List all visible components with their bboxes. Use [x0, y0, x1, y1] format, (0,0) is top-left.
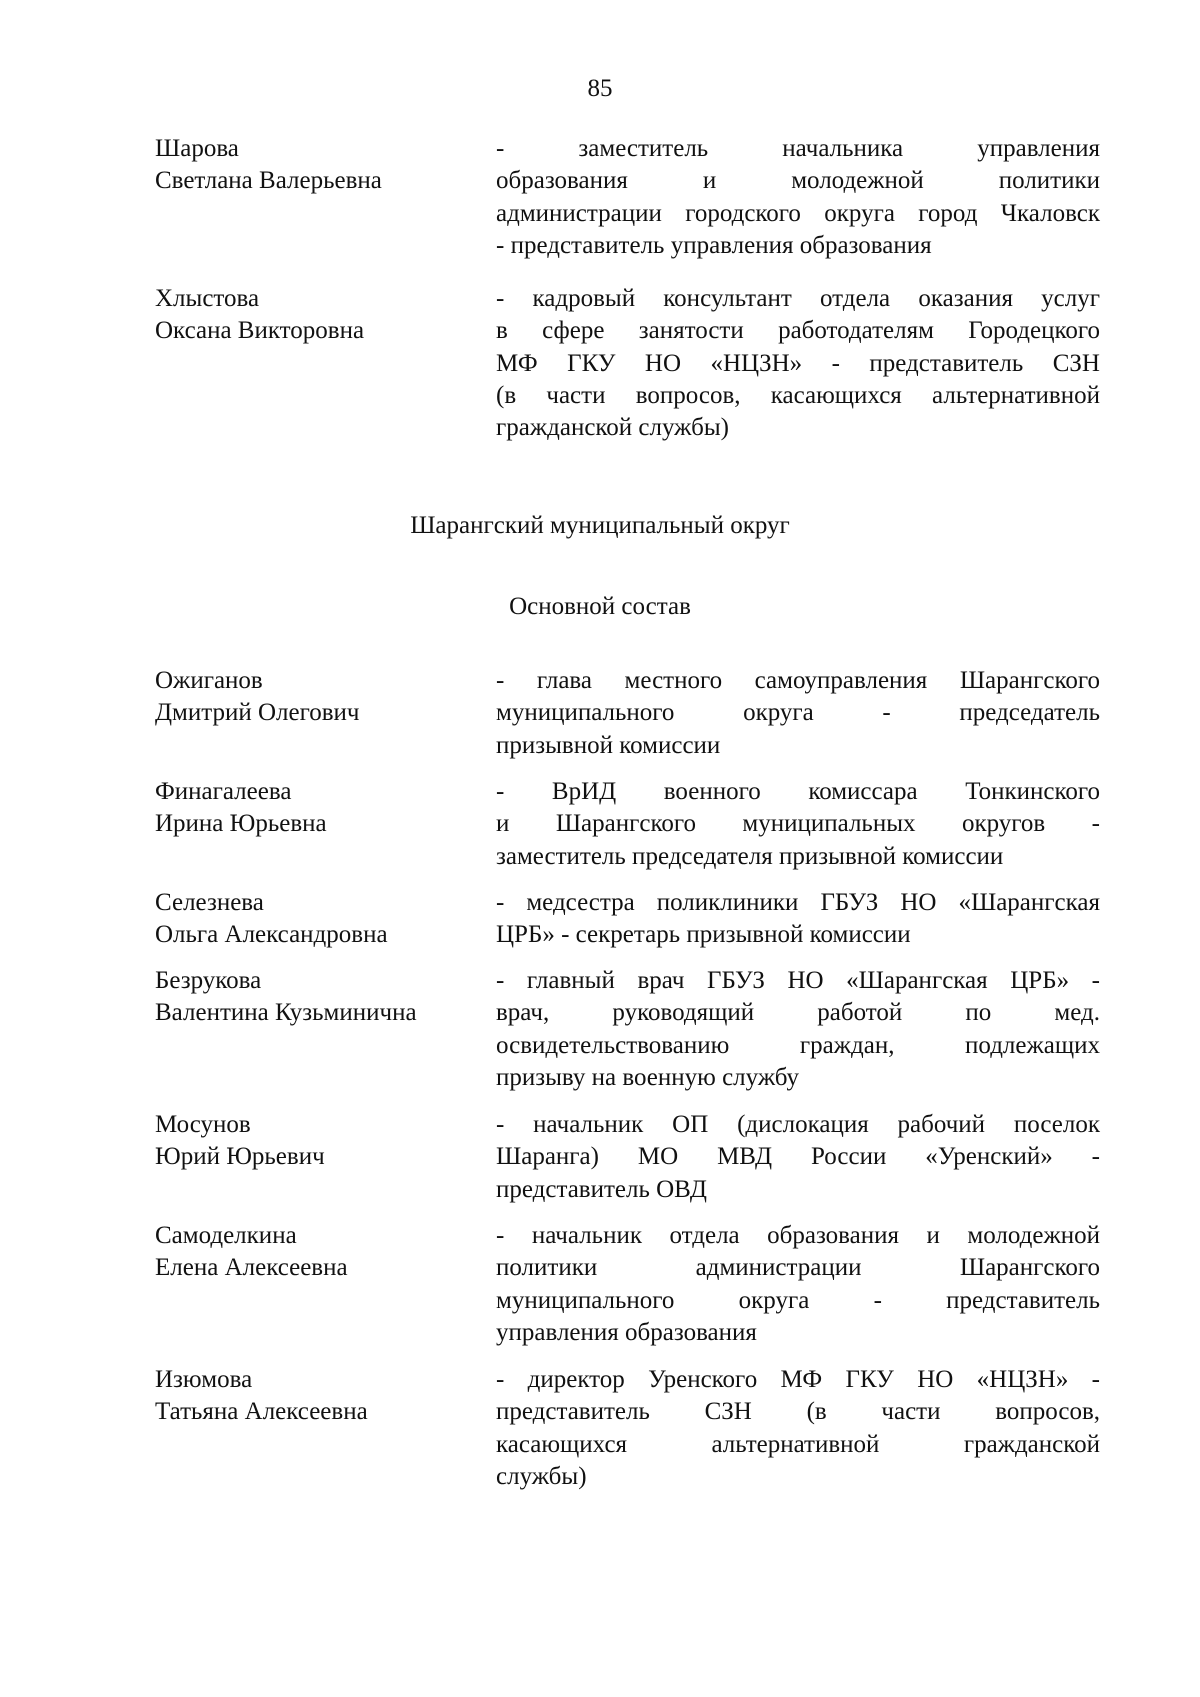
member-given-name: Оксана Викторовна [155, 317, 365, 344]
role-line: в сфере занятости работодателям Городецкого [496, 317, 1100, 345]
member-surname: Изюмова [155, 1366, 253, 1393]
role-line: - представитель управления образования [496, 231, 932, 259]
member-given-name: Ирина Юрьевна [155, 810, 327, 837]
role-line: призывной комиссии [496, 731, 721, 759]
member-surname: Безрукова [155, 967, 262, 994]
member-given-name: Татьяна Алексеевна [155, 1398, 368, 1425]
role-line: образования и молодежной политики [496, 167, 1100, 195]
member-given-name: Светлана Валерьевна [155, 167, 382, 194]
role-line: муниципального округа - представитель [496, 1286, 1100, 1314]
member-surname: Хлыстова [155, 285, 260, 312]
member-surname: Селезнева [155, 889, 264, 916]
member-name [155, 1220, 475, 1284]
role-line: и Шарангского муниципальных округов - [496, 810, 1100, 838]
role-line: МФ ГКУ НО «НЦЗН» - представитель СЗН [496, 349, 1100, 377]
member-name [155, 965, 475, 1029]
member-role [496, 887, 1100, 952]
member-name [155, 1109, 475, 1173]
role-line: - медсестра поликлиники ГБУЗ НО «Шарангская [496, 889, 1100, 916]
role-line: муниципального округа - председатель [496, 699, 1100, 727]
member-role [496, 776, 1100, 873]
role-line: представитель СЗН (в части вопросов, [496, 1398, 1100, 1426]
member-name [155, 665, 475, 729]
member-name [155, 283, 475, 347]
member-role [496, 1364, 1100, 1493]
member-surname: Шарова [155, 135, 239, 162]
section-heading: Основной состав [509, 593, 691, 620]
member-role [496, 133, 1100, 262]
member-given-name: Дмитрий Олегович [155, 699, 360, 726]
page-number: 85 [587, 75, 613, 102]
role-line: - главный врач ГБУЗ НО «Шарангская ЦРБ» - [496, 967, 1100, 994]
role-line: - начальник ОП (дислокация рабочий поселок [496, 1111, 1100, 1138]
member-surname: Ожиганов [155, 667, 263, 694]
member-given-name: Елена Алексеевна [155, 1254, 348, 1281]
member-surname: Самоделкина [155, 1222, 297, 1249]
role-line: службы) [496, 1462, 587, 1490]
role-line: - ВрИД военного комиссара Тонкинского [496, 778, 1100, 805]
role-line: представитель ОВД [496, 1175, 707, 1203]
role-line: врач, руководящий работой по мед. [496, 999, 1100, 1027]
role-line: (в части вопросов, касающихся альтернативной [496, 381, 1100, 409]
role-line: управления образования [496, 1318, 757, 1346]
role-line: - глава местного самоуправления Шарангского [496, 667, 1100, 694]
role-line: Шаранга) МО МВД России «Уренский» - [496, 1143, 1100, 1171]
role-line: администрации городского округа город Чкаловск [496, 199, 1100, 227]
member-surname: Финагалеева [155, 778, 292, 805]
member-name [155, 776, 475, 840]
role-line: призыву на военную службу [496, 1063, 800, 1091]
role-line: заместитель председателя призывной комиссии [496, 842, 1004, 870]
member-role [496, 1109, 1100, 1206]
member-given-name: Юрий Юрьевич [155, 1143, 325, 1170]
member-role [496, 665, 1100, 762]
member-name [155, 887, 475, 951]
member-role [496, 965, 1100, 1094]
member-surname: Мосунов [155, 1111, 251, 1138]
member-given-name: Валентина Кузьминична [155, 999, 417, 1026]
role-line: ЦРБ» - секретарь призывной комиссии [496, 921, 911, 949]
member-name [155, 1364, 475, 1428]
member-role [496, 283, 1100, 444]
role-line: - кадровый консультант отдела оказания услуг [496, 285, 1100, 312]
district-heading: Шарангский муниципальный округ [410, 512, 790, 539]
member-role [496, 1220, 1100, 1349]
role-line: - начальник отдела образования и молодежной [496, 1222, 1100, 1249]
role-line: - директор Уренского МФ ГКУ НО «НЦЗН» - [496, 1366, 1100, 1393]
role-line: освидетельствованию граждан, подлежащих [496, 1031, 1100, 1059]
role-line: политики администрации Шарангского [496, 1254, 1100, 1282]
role-line: гражданской службы) [496, 414, 729, 442]
member-given-name: Ольга Александровна [155, 921, 388, 948]
role-line: касающихся альтернативной гражданской [496, 1430, 1100, 1458]
role-line: - заместитель начальника управления [496, 135, 1100, 162]
member-name [155, 133, 475, 197]
